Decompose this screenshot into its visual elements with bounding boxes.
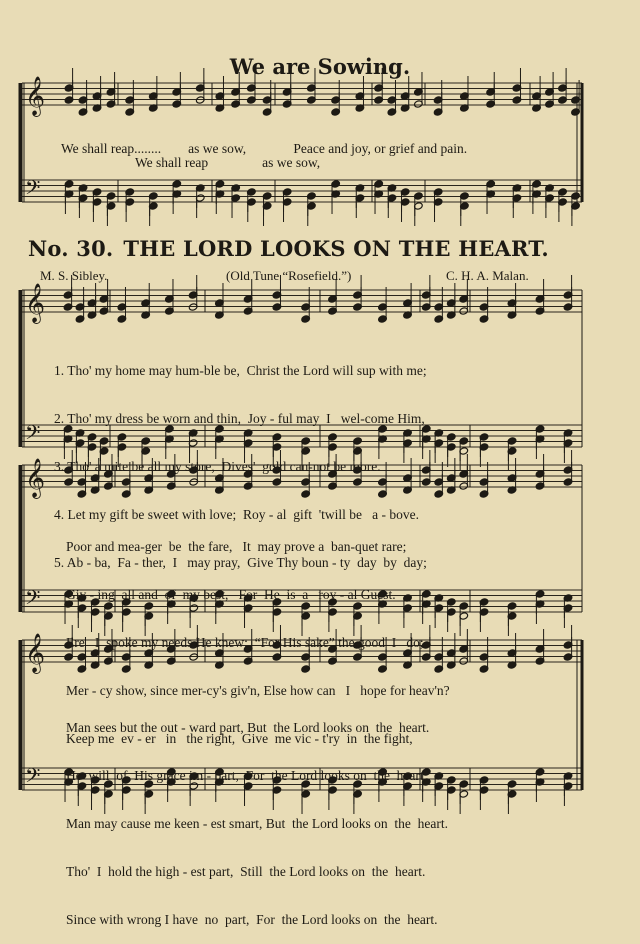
verse-line: Poor and mea-ger be the fare, It may prove a ban-quet rare;	[66, 539, 407, 554]
verse-line: Ere I spoke my needs He knew; “For His sake” the good I do;	[66, 635, 424, 650]
lyric-line-1: We shall reap........ as we sow, Peace and joy, or grief and pain.	[61, 141, 468, 156]
svg-text:𝄢: 𝄢	[25, 421, 41, 449]
verse-line: Keep me ev - er in the right, Give me vic - t'ry in the fight,	[66, 731, 413, 746]
verse-line: Man may cause me keen - est smart, But the Lord looks on the heart.	[66, 816, 449, 831]
svg-text:𝄞: 𝄞	[25, 458, 46, 498]
verse-line: Since with wrong I have no part, For the Lord looks on the heart.	[66, 912, 438, 927]
hymn-number: No. 30.	[28, 236, 114, 261]
svg-text:𝄢: 𝄢	[25, 586, 41, 614]
svg-text:𝄞: 𝄞	[25, 283, 46, 323]
verse-line: 1. Tho' my home may hum-ble be, Christ the Lord will sup with me;	[54, 363, 427, 378]
composer-credit: C. H. A. Malan.	[446, 268, 529, 283]
verse-line: Tho' I hold the high - est part, Still the Lord looks on the heart.	[66, 864, 426, 879]
author-credit: M. S. Sibley.	[40, 268, 108, 283]
hymn-name: THE LORD LOOKS ON THE HEART.	[123, 236, 549, 261]
verse-line: 5. Ab - ba, Fa - ther, I may pray, Give Thy boun - ty day by day;	[54, 555, 427, 570]
verse-line: Man sees but the out - ward part, But the Lord looks on the heart.	[66, 720, 430, 735]
verse-block-3	[66, 688, 448, 944]
lyric-line-2: We shall reap as we sow,	[135, 155, 321, 170]
verse-line: Mer - cy show, since mer-cy's giv'n, Else how can I hope for heav'n?	[66, 683, 450, 698]
svg-text:𝄞: 𝄞	[25, 76, 46, 116]
svg-text:𝄞: 𝄞	[25, 633, 46, 673]
svg-text:𝄢: 𝄢	[25, 764, 41, 792]
verse-line: He will of His grace im - part, For the Lord looks on the heart.	[66, 768, 428, 783]
song-title: We are Sowing.	[229, 54, 411, 79]
tune-credit: (Old Tune “Rosefield.”)	[226, 268, 352, 283]
verse-line: 3. Tho' a mite be all my store, Dives' gold can-not be more.	[54, 459, 381, 474]
verse-line: 4. Let my gift be sweet with love; Roy - al gift 'twill be a - bove.	[54, 507, 419, 522]
verse-line: Giv - ing all and of my best, For He is a roy - al Guest.	[66, 587, 396, 602]
svg-text:𝄢: 𝄢	[25, 176, 41, 204]
verse-line: 2. Tho' my dress be worn and thin, Joy - ful may I wel-come Him,	[54, 411, 425, 426]
